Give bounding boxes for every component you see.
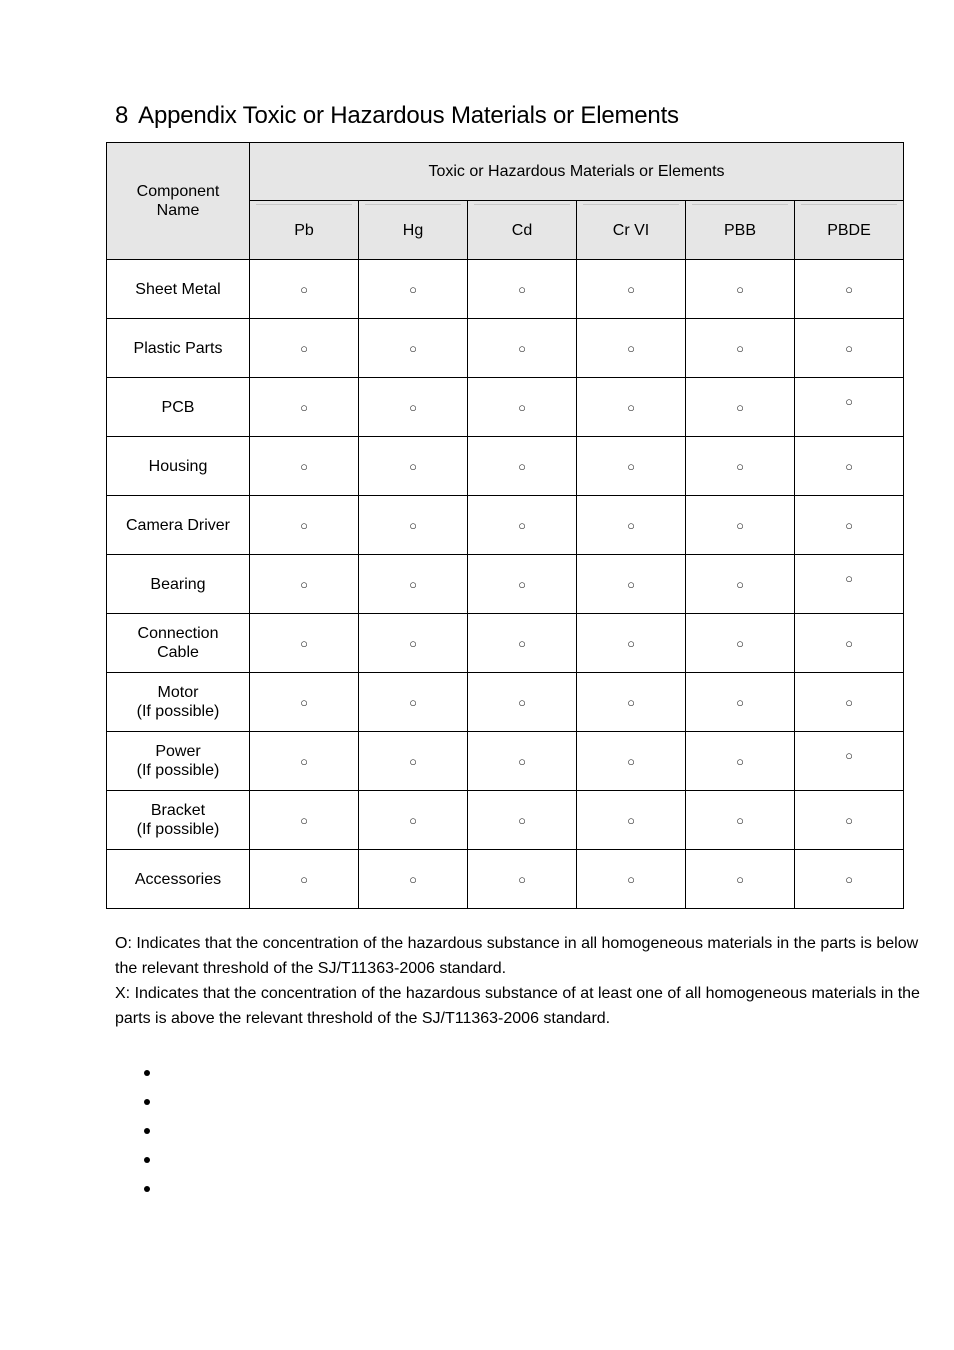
- element-header-cd: Cd: [468, 201, 577, 260]
- o-note: O: Indicates that the concentration of the hazardous substance in all homogeneous materials in the parts is below the relevant threshold of the SJ/T11363-2006 standard.: [115, 935, 919, 977]
- mark-cell-pbb: ○: [686, 791, 795, 850]
- mark-cell-pbde: ○: [795, 496, 904, 555]
- hazardous-materials-table: [106, 142, 904, 909]
- component-name-header: Component Name: [107, 143, 250, 260]
- mark-cell-pbb: ○: [686, 850, 795, 909]
- section-number: 8: [115, 102, 129, 129]
- component-name-cell: Housing: [107, 437, 250, 496]
- table-row: [107, 378, 904, 437]
- mark-cell-cr-vi: ○: [577, 614, 686, 673]
- component-name-cell: Camera Driver: [107, 496, 250, 555]
- mark-cell-pbde: ○: [795, 378, 904, 437]
- table-row: [107, 614, 904, 673]
- mark-cell-cr-vi: ○: [577, 319, 686, 378]
- mark-cell-cr-vi: ○: [577, 260, 686, 319]
- mark-cell-pbb: ○: [686, 614, 795, 673]
- component-name-cell: Motor (If possible): [107, 673, 250, 732]
- mark-cell-hg: ○: [359, 614, 468, 673]
- table-group-header-row: [107, 143, 904, 201]
- mark-cell-hg: ○: [359, 791, 468, 850]
- component-name-cell: Connection Cable: [107, 614, 250, 673]
- component-name-cell: Sheet Metal: [107, 260, 250, 319]
- mark-cell-pbb: ○: [686, 378, 795, 437]
- table-row: [107, 555, 904, 614]
- component-name-cell: PCB: [107, 378, 250, 437]
- mark-cell-pbde: ○: [795, 850, 904, 909]
- mark-cell-pbb: ○: [686, 496, 795, 555]
- mark-cell-cr-vi: ○: [577, 437, 686, 496]
- mark-cell-pbde: ○: [795, 673, 904, 732]
- mark-cell-hg: ○: [359, 437, 468, 496]
- mark-cell-cd: ○: [468, 673, 577, 732]
- table-row: [107, 496, 904, 555]
- table-row: [107, 850, 904, 909]
- section-title-text: Appendix Toxic or Hazardous Materials or Elements: [138, 102, 679, 129]
- mark-cell-hg: ○: [359, 378, 468, 437]
- bullet-dot-icon: [144, 1186, 150, 1192]
- mark-cell-cr-vi: ○: [577, 673, 686, 732]
- mark-cell-cd: ○: [468, 791, 577, 850]
- table-row: [107, 319, 904, 378]
- table-row: [107, 260, 904, 319]
- mark-cell-pbde: ○: [795, 319, 904, 378]
- mark-cell-pbde: ○: [795, 732, 904, 791]
- mark-cell-pbde: ○: [795, 791, 904, 850]
- table-body: [107, 260, 904, 909]
- element-header-cr-vi: Cr VI: [577, 201, 686, 260]
- mark-cell-pbb: ○: [686, 555, 795, 614]
- element-header-pb: Pb: [250, 201, 359, 260]
- component-name-cell: Bearing: [107, 555, 250, 614]
- mark-cell-pbde: ○: [795, 614, 904, 673]
- table-row: [107, 732, 904, 791]
- mark-cell-pb: ○: [250, 260, 359, 319]
- mark-cell-hg: ○: [359, 850, 468, 909]
- mark-cell-pb: ○: [250, 673, 359, 732]
- mark-cell-cr-vi: ○: [577, 850, 686, 909]
- element-header-pbb: PBB: [686, 201, 795, 260]
- mark-cell-cd: ○: [468, 260, 577, 319]
- x-note: X: Indicates that the concentration of the hazardous substance of at least one of all homogeneous materials in the parts is above the relevant threshold of the SJ/T11363-2006 standard.: [115, 985, 920, 1027]
- element-header-pbde: PBDE: [795, 201, 904, 260]
- mark-cell-cr-vi: ○: [577, 732, 686, 791]
- mark-cell-pb: ○: [250, 437, 359, 496]
- mark-cell-pbb: ○: [686, 260, 795, 319]
- mark-cell-pb: ○: [250, 319, 359, 378]
- mark-cell-pbde: ○: [795, 260, 904, 319]
- bullet-dot-icon: [144, 1070, 150, 1076]
- section-title: [115, 102, 679, 130]
- mark-cell-pb: ○: [250, 378, 359, 437]
- mark-cell-cd: ○: [468, 496, 577, 555]
- mark-cell-cr-vi: ○: [577, 378, 686, 437]
- mark-cell-cd: ○: [468, 732, 577, 791]
- mark-cell-cr-vi: ○: [577, 496, 686, 555]
- mark-cell-cd: ○: [468, 378, 577, 437]
- mark-cell-pbb: ○: [686, 732, 795, 791]
- component-name-cell: Accessories: [107, 850, 250, 909]
- mark-cell-hg: ○: [359, 673, 468, 732]
- mark-cell-pb: ○: [250, 732, 359, 791]
- materials-group-header: Toxic or Hazardous Materials or Elements: [250, 143, 904, 201]
- mark-cell-cd: ○: [468, 850, 577, 909]
- component-name-cell: Plastic Parts: [107, 319, 250, 378]
- mark-cell-pbb: ○: [686, 673, 795, 732]
- mark-cell-pbde: ○: [795, 555, 904, 614]
- mark-cell-hg: ○: [359, 260, 468, 319]
- mark-cell-pb: ○: [250, 555, 359, 614]
- table-row: [107, 437, 904, 496]
- mark-cell-pbde: ○: [795, 437, 904, 496]
- mark-cell-pb: ○: [250, 614, 359, 673]
- mark-cell-cd: ○: [468, 555, 577, 614]
- component-name-cell: Bracket (If possible): [107, 791, 250, 850]
- bullet-dot-icon: [144, 1157, 150, 1163]
- mark-cell-pb: ○: [250, 496, 359, 555]
- mark-cell-cd: ○: [468, 437, 577, 496]
- element-header-hg: Hg: [359, 201, 468, 260]
- bullet-dot-icon: [144, 1128, 150, 1134]
- mark-cell-cd: ○: [468, 614, 577, 673]
- bullet-dot-icon: [144, 1099, 150, 1105]
- mark-cell-cr-vi: ○: [577, 791, 686, 850]
- mark-cell-hg: ○: [359, 555, 468, 614]
- legend-notes: [115, 931, 923, 1031]
- mark-cell-cr-vi: ○: [577, 555, 686, 614]
- mark-cell-cd: ○: [468, 319, 577, 378]
- mark-cell-hg: ○: [359, 319, 468, 378]
- table-row: [107, 791, 904, 850]
- component-name-cell: Power (If possible): [107, 732, 250, 791]
- mark-cell-pbb: ○: [686, 319, 795, 378]
- mark-cell-hg: ○: [359, 732, 468, 791]
- mark-cell-hg: ○: [359, 496, 468, 555]
- mark-cell-pb: ○: [250, 850, 359, 909]
- table-row: [107, 673, 904, 732]
- mark-cell-pb: ○: [250, 791, 359, 850]
- mark-cell-pbb: ○: [686, 437, 795, 496]
